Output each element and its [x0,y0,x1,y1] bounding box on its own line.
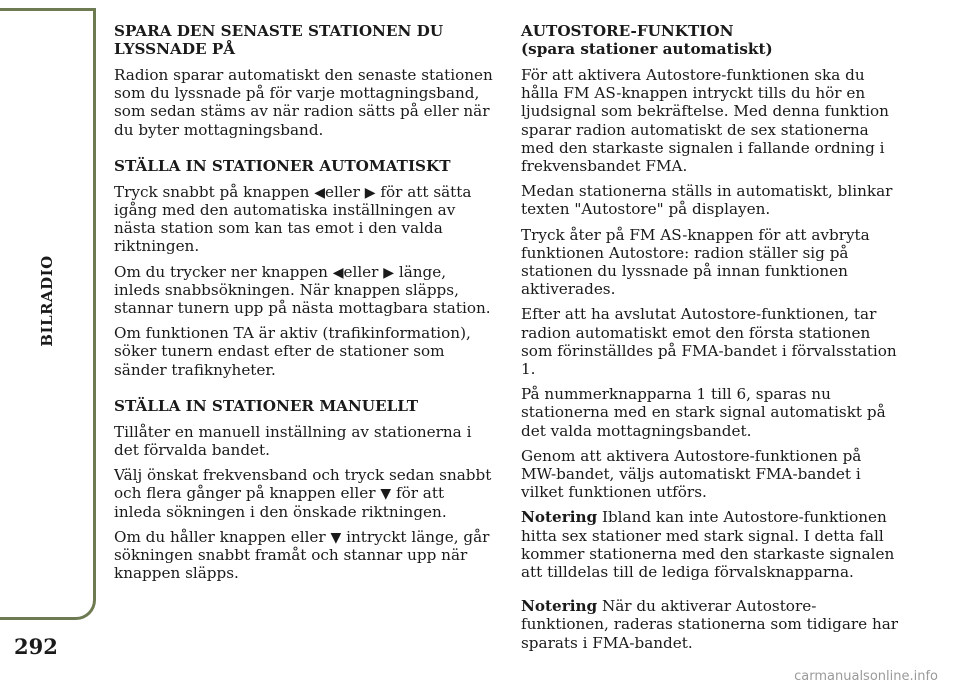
left-arrow-icon: ◀ [314,184,325,201]
right-column [521,22,901,659]
paragraph-autostore-cancel: Tryck åter på FM AS-knappen för att avbryta funktionen Autostore: radion ställer sig på stationen du lyssnade på innan funktionen aktiverades. [521,225,870,299]
paragraph-autostore-blink: Medan stationerna ställs in automatiskt, blinkar texten "Autostore" på displayen. [521,182,893,219]
page-number: 292 [14,634,58,659]
paragraph-auto-tune-short-press: Tryck snabbt på knappen ◀eller ▶ för att sätta igång med den automatiska inställningen av nästa station som kan tas emot i den valda riktningen. [114,182,472,256]
note-label: Notering [521,597,598,616]
left-arrow-icon: ◀ [332,264,344,281]
down-arrow-icon: ▼ [330,529,342,546]
heading-save-last-station: SPARA DEN SENASTE STATIONEN DU LYSSNADE PÅ [114,22,444,58]
watermark: carmanualsonline.info [794,669,938,684]
paragraph-autostore-mw: Genom att aktivera Autostore-funktionen på MW-bandet, väljs automatiskt FMA-bandet i vilket funktionen utförs. [521,446,862,502]
paragraph-autostore-activate: För att aktivera Autostore-funktionen ska du hålla FM AS-knappen intryckt tills du hör en ljudsignal som bekräftelse. Med denna funktion sparar radion automatiskt de sex stationerna med den starkaste signalen i fallande ordning i frekvensbandet FMA. [521,66,889,176]
down-arrow-icon: ▼ [380,486,392,503]
paragraph-manual-tune-long-press: Om du håller knappen eller ▼ intryckt länge, går sökningen snabbt framåt och stannar upp när knappen släpps. [114,527,490,583]
chapter-label: BILRADIO [38,255,56,347]
right-arrow-icon: ▶ [364,184,376,201]
left-column [114,22,494,589]
paragraph-traffic-info: Om funktionen TA är aktiv (trafikinformation), söker tunern endast efter de stationer som sänder trafiknyheter. [114,324,471,379]
paragraph-manual-tune-short-press: Välj önskat frekvensband och tryck sedan snabbt och flera gånger på knappen eller ▼ för att inleda sökningen i den önskade riktningen. [114,466,492,521]
heading-auto-tune: STÄLLA IN STATIONER AUTOMATISKT [114,156,451,175]
paragraph-manual-tune-intro: Tillåter en manuell inställning av stationerna i det förvalda bandet. [114,422,472,460]
note-autostore-weak-signal: Notering Ibland kan inte Autostore-funktionen hitta sex stationer med stark signal. I detta fall kommer stationerna med den starkaste signalen att tilldelas till de lediga förvalsknapparna. [521,508,895,582]
paragraph-save-last-station: Radion sparar automatiskt den senaste stationen som du lyssnade på för varje mottagningsband, som sedan stäms av när radion sätts på eller när du byter mottagningsband. [114,66,493,139]
heading-manual-tune: STÄLLA IN STATIONER MANUELLT [114,396,419,415]
heading-autostore: AUTOSTORE-FUNKTION (spara stationer automatiskt) [521,22,773,58]
note-autostore-erase: Notering När du aktiverar Autostore-funktionen, raderas stationerna som tidigare har sparats i FMA-bandet. [521,597,899,652]
paragraph-autostore-presets: På nummerknapparna 1 till 6, sparas nu stationerna med en stark signal automatiskt på det valda mottagningsbandet. [521,385,886,440]
paragraph-autostore-finish: Efter att ha avslutat Autostore-funktionen, tar radion automatiskt emot den första stationen som förinställdes på FMA-bandet i förvalsstation 1. [521,305,897,379]
paragraph-auto-tune-long-press: Om du trycker ner knappen ◀eller ▶ länge, inleds snabbsökningen. När knappen släpps, stannar tunern upp på nästa mottagbara station. [114,262,491,318]
right-arrow-icon: ▶ [383,264,395,281]
note-label: Notering [521,508,598,527]
